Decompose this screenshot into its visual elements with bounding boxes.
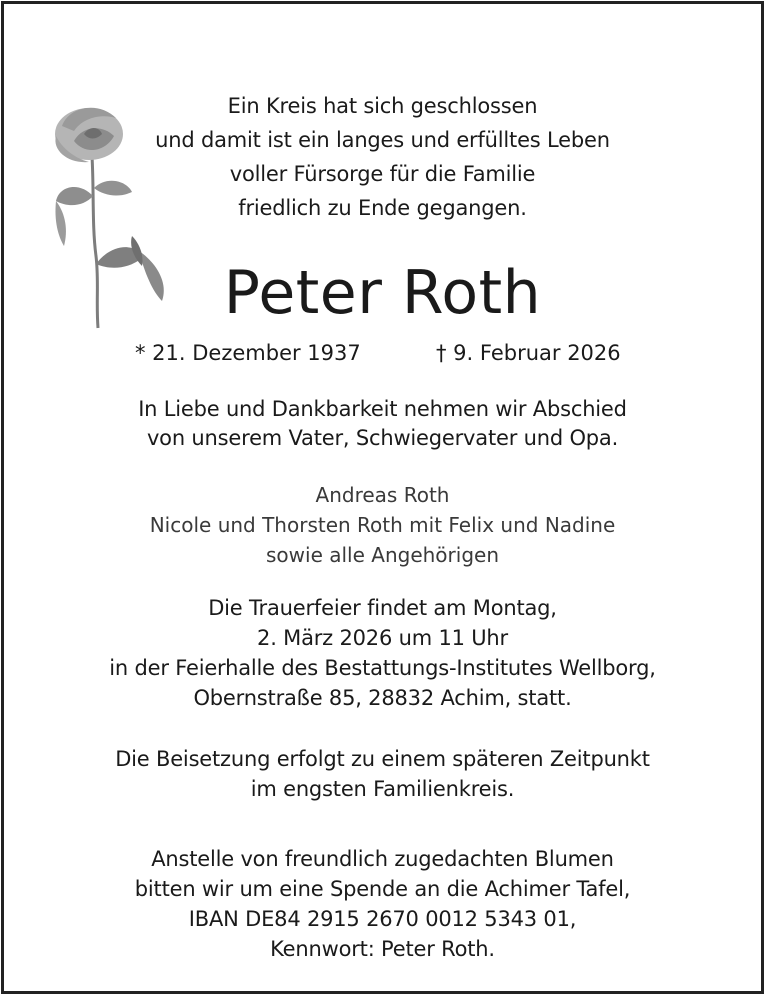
intro-line: und damit ist ein langes und erfülltes Leben	[155, 128, 610, 152]
deceased-name: Peter Roth	[223, 258, 542, 328]
donation-line: bitten wir um eine Spende an die Achimer Tafel,	[134, 877, 631, 901]
intro-line: Ein Kreis hat sich geschlossen	[227, 94, 538, 118]
family-member: Nicole und Thorsten Roth mit Felix und Nadine	[149, 513, 616, 537]
ceremony-line: in der Feierhalle des Bestattungs-Institutes Wellborg,	[109, 656, 656, 680]
intro-line: voller Fürsorge für die Familie	[229, 162, 536, 186]
death-date: † 9. Februar 2026	[436, 341, 621, 365]
intro-line: friedlich zu Ende gegangen.	[238, 196, 527, 220]
ceremony-line: Die Trauerfeier findet am Montag,	[208, 596, 557, 620]
ceremony-line: 2. März 2026 um 11 Uhr	[257, 626, 508, 650]
donation-line: Anstelle von freundlich zugedachten Blumen	[151, 847, 614, 871]
farewell-line: In Liebe und Dankbarkeit nehmen wir Abschied	[138, 397, 627, 421]
family-member: Andreas Roth	[315, 483, 450, 507]
family-member: sowie alle Angehörigen	[266, 543, 499, 567]
donation-line: IBAN DE84 2915 2670 0012 5343 01,	[188, 907, 577, 931]
birth-date: * 21. Dezember 1937	[135, 341, 361, 365]
farewell-line: von unserem Vater, Schwiegervater und Opa.	[146, 426, 619, 450]
obituary-notice	[1, 1, 764, 994]
donation-line: Kennwort: Peter Roth.	[270, 937, 495, 961]
burial-line: im engsten Familienkreis.	[250, 777, 515, 801]
burial-line: Die Beisetzung erfolgt zu einem späteren Zeitpunkt	[115, 747, 650, 771]
ceremony-line: Obernstraße 85, 28832 Achim, statt.	[193, 686, 572, 710]
